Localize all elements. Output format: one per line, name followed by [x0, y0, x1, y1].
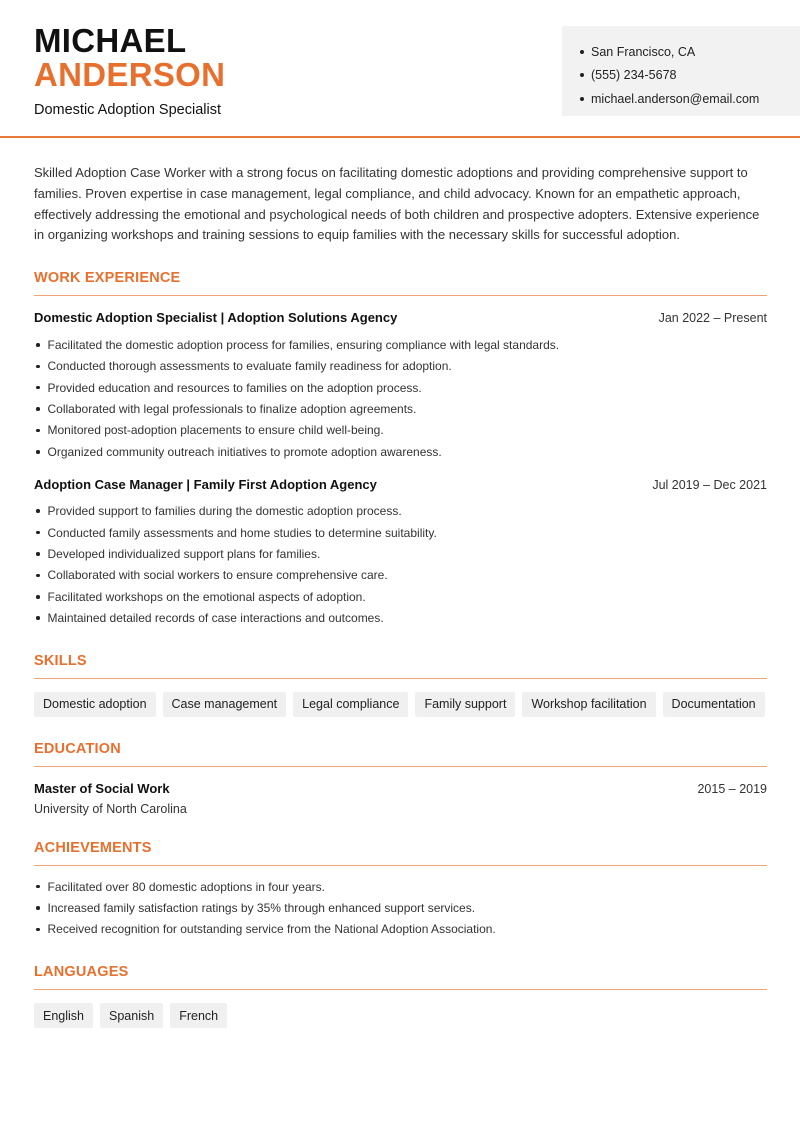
last-name: ANDERSON	[34, 56, 226, 93]
job-role: Domestic Adoption Specialist | Adoption Solutions Agency	[34, 310, 398, 326]
location-text: San Francisco, CA	[591, 44, 696, 59]
language-chip: French	[170, 1003, 227, 1028]
bullet-text: Provided support to families during the domestic adoption process.	[47, 504, 402, 519]
bullet-icon	[36, 574, 40, 578]
skill-chip: Documentation	[663, 692, 765, 717]
list-item	[34, 420, 767, 441]
resume-body	[34, 163, 767, 1028]
bullet-icon	[36, 386, 40, 390]
bullet-text: Maintained detailed records of case interactions and outcomes.	[47, 611, 384, 626]
bullet-icon	[580, 50, 584, 54]
bullet-icon	[36, 509, 40, 513]
skill-chip: Case management	[163, 692, 287, 717]
bullet-text: Provided education and resources to families on the adoption process.	[47, 380, 422, 395]
name-block	[34, 24, 225, 118]
language-chip: Spanish	[100, 1003, 163, 1028]
job-dates: Jul 2019 – Dec 2021	[652, 477, 767, 492]
list-item	[34, 607, 767, 628]
degree: Master of Social Work	[34, 780, 170, 796]
bullet-icon	[36, 343, 40, 347]
bullet-icon	[36, 429, 40, 433]
bullet-icon	[36, 906, 40, 910]
job-entry	[34, 477, 767, 629]
bullet-icon	[36, 595, 40, 599]
bullet-text: Collaborated with social workers to ensure comprehensive care.	[47, 568, 388, 583]
list-item	[34, 356, 767, 377]
skills-list	[34, 692, 767, 717]
email-text: michael.anderson@email.com	[591, 91, 760, 106]
bullet-text: Facilitated the domestic adoption process for families, ensuring compliance with legal standards.	[47, 337, 560, 352]
section-title-education: EDUCATION	[34, 741, 767, 767]
skill-chip: Family support	[415, 692, 515, 717]
list-item	[34, 919, 767, 940]
bullet-icon	[36, 885, 40, 889]
section-title-work: WORK EXPERIENCE	[34, 270, 767, 296]
bullet-icon	[36, 552, 40, 556]
bullet-icon	[36, 450, 40, 454]
job-entry	[34, 310, 767, 462]
list-item	[34, 334, 767, 355]
list-item	[34, 586, 767, 607]
list-item	[34, 522, 767, 543]
bullet-text: Collaborated with legal professionals to finalize adoption agreements.	[47, 402, 417, 417]
bullet-icon	[580, 97, 584, 101]
bullet-text: Facilitated workshops on the emotional aspects of adoption.	[47, 589, 366, 604]
achievement-text: Increased family satisfaction ratings by 35% through enhanced support services.	[47, 900, 476, 915]
section-title-skills: SKILLS	[34, 653, 767, 679]
bullet-text: Conducted thorough assessments to evaluate family readiness for adoption.	[47, 359, 452, 374]
bullet-icon	[580, 73, 584, 77]
education-entry	[34, 781, 767, 816]
achievement-text: Received recognition for outstanding service from the National Adoption Association.	[47, 922, 496, 937]
job-bullets	[34, 501, 767, 629]
summary: Skilled Adoption Case Worker with a strong focus on facilitating domestic adoptions and providing comprehensive support to families. Proven expertise in case management, legal compliance, and child advocacy. Known for an empathetic approach, effectively addressing the emotional and psychological needs of both children and prospective adopters. Extensive experience in organizing workshops and training sessions to equip families with the necessary skills for successful adoption.	[34, 165, 760, 243]
list-item	[34, 876, 767, 897]
languages-list	[34, 1003, 767, 1028]
contact-phone	[580, 64, 800, 88]
school: University of North Carolina	[34, 801, 187, 816]
language-chip: English	[34, 1003, 93, 1028]
contact-location	[580, 40, 800, 64]
bullet-icon	[36, 365, 40, 369]
contact-email	[580, 87, 800, 111]
bullet-icon	[36, 531, 40, 535]
list-item	[34, 441, 767, 462]
phone-text: (555) 234-5678	[591, 68, 677, 83]
list-item	[34, 501, 767, 522]
achievements-list	[34, 876, 767, 940]
skill-chip: Legal compliance	[293, 692, 408, 717]
section-title-languages: LANGUAGES	[34, 964, 767, 990]
bullet-text: Organized community outreach initiatives to promote adoption awareness.	[47, 444, 442, 459]
achievement-text: Facilitated over 80 domestic adoptions in four years.	[47, 879, 325, 894]
first-name: MICHAEL	[34, 22, 187, 59]
bullet-icon	[36, 928, 40, 932]
list-item	[34, 897, 767, 918]
bullet-icon	[36, 407, 40, 411]
job-role: Adoption Case Manager | Family First Adoption Agency	[34, 476, 377, 492]
list-item	[34, 565, 767, 586]
job-title: Domestic Adoption Specialist	[34, 102, 221, 118]
list-item	[34, 377, 767, 398]
bullet-text: Monitored post-adoption placements to ensure child well-being.	[47, 423, 384, 438]
education-dates: 2015 – 2019	[697, 781, 767, 796]
section-title-achievements: ACHIEVEMENTS	[34, 840, 767, 866]
bullet-icon	[36, 616, 40, 620]
skill-chip: Workshop facilitation	[522, 692, 655, 717]
bullet-text: Developed individualized support plans for families.	[47, 547, 321, 561]
bullet-text: Conducted family assessments and home studies to determine suitability.	[47, 525, 437, 540]
skill-chip: Domestic adoption	[34, 692, 156, 717]
list-item	[34, 398, 767, 419]
job-bullets	[34, 334, 767, 462]
list-item	[34, 543, 767, 564]
job-dates: Jan 2022 – Present	[658, 311, 767, 326]
resume-header	[0, 0, 800, 138]
contact-box	[562, 26, 800, 116]
